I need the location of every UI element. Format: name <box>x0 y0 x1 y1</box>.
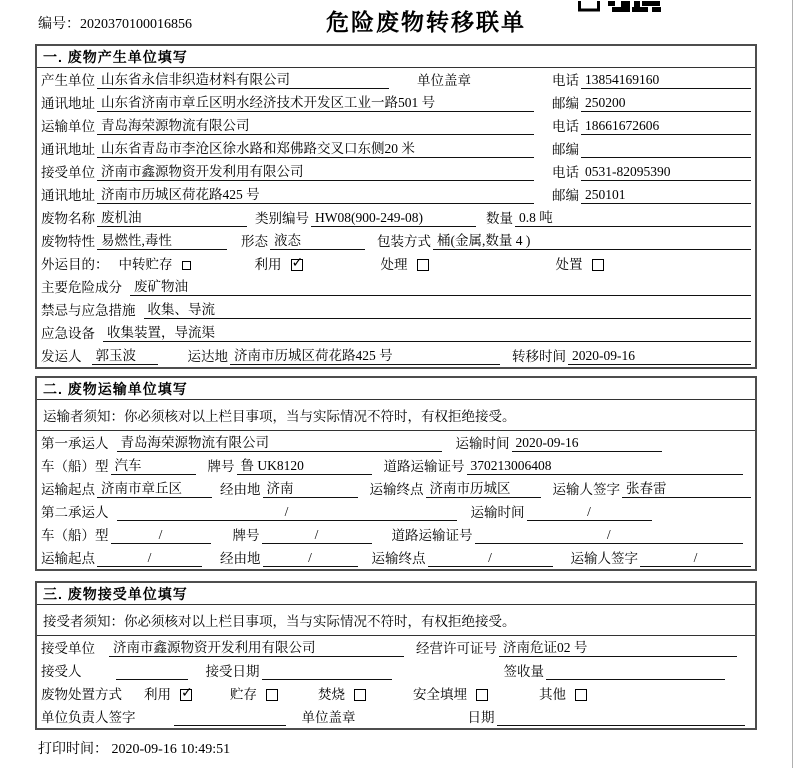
carrier1-label: 第一承运人 <box>41 436 109 451</box>
road-license1-field: 370213006408 <box>467 457 744 475</box>
checkbox-label: 焚烧 <box>318 687 345 702</box>
plate1-field: 鲁 UK8120 <box>237 457 372 475</box>
receive-unit-field: 济南市鑫源物资开发利用有限公司 <box>109 639 404 657</box>
addr1-field: 山东省济南市章丘区明水经济技术开发区工业一路501 号 <box>97 94 534 112</box>
terminal1-field: 济南市历城区 <box>426 480 541 498</box>
checkbox-icon <box>476 689 488 701</box>
vehicle1-label: 车（船）型 <box>41 459 109 474</box>
responsible-sign-label: 单位负责人签字 <box>41 710 136 725</box>
packing-label: 包装方式 <box>377 234 431 249</box>
zip1-label: 邮编 <box>552 96 579 111</box>
section-receiver <box>35 581 757 730</box>
qr-code-fragment-icon <box>578 0 662 11</box>
checkbox-icon <box>575 689 587 701</box>
unit-seal-label: 单位盖章 <box>417 73 471 88</box>
checkbox-label: 利用 <box>254 257 282 272</box>
disposal-option-landfill <box>411 683 488 703</box>
page-title: 危险废物转移联单 <box>326 9 526 35</box>
quantity-label: 数量 <box>486 211 513 226</box>
hazard-field: 废矿物油 <box>130 278 751 296</box>
hazard-label: 主要危险成分 <box>41 280 122 295</box>
row-emergency-equipment <box>37 321 755 344</box>
row-taboo-measures <box>37 298 755 321</box>
destination-label: 运达地 <box>187 349 228 364</box>
row-vehicle1 <box>37 454 755 477</box>
date2-label: 日期 <box>467 710 495 725</box>
time1-field: 2020-09-16 <box>512 434 662 452</box>
serial-value: 2020370100016856 <box>80 17 192 32</box>
purpose-option-treat <box>379 253 429 273</box>
row-transfer-purpose <box>37 252 755 275</box>
checkbox-icon <box>182 261 191 270</box>
character-field: 易燃性,毒性 <box>97 232 227 250</box>
origin1-field: 济南市章丘区 <box>97 480 212 498</box>
equipment-label: 应急设备 <box>41 326 95 341</box>
row-hazard-component <box>37 275 755 298</box>
transfer-time-label: 转移时间 <box>512 349 566 364</box>
receiver-label: 接受单位 <box>41 165 95 180</box>
receipt-qty-label: 签收量 <box>503 664 544 679</box>
category-label: 类别编号 <box>255 211 309 226</box>
checkbox-label: 中转贮存 <box>118 257 173 272</box>
checkbox-label: 处理 <box>380 257 408 272</box>
section3-title: 三. 废物接受单位填写 <box>37 583 755 605</box>
plate1-label: 牌号 <box>207 459 235 474</box>
disposal-option-storage <box>228 683 278 703</box>
responsible-sign-field <box>174 708 286 726</box>
unit-seal-label: 单位盖章 <box>301 710 356 725</box>
zip2-field <box>581 140 751 158</box>
equipment-field: 收集装置，导流渠 <box>103 324 751 342</box>
row-producer-address <box>37 91 755 114</box>
checkbox-label: 贮存 <box>230 687 257 702</box>
receive-date-field <box>262 662 392 680</box>
zip1-field: 250200 <box>581 94 751 112</box>
phone3-field: 0531-82095390 <box>581 163 751 181</box>
phone1-field: 13854169160 <box>581 71 751 89</box>
disposal-option-use <box>142 683 192 703</box>
receive-person-field <box>116 662 188 680</box>
disposal-option-other <box>537 683 587 703</box>
transporter-notice <box>37 400 755 431</box>
taboo-label: 禁忌与应急措施 <box>41 303 136 318</box>
vehicle2-field: / <box>111 526 211 544</box>
purpose-label: 外运目的： <box>41 257 109 272</box>
document-header <box>0 0 796 44</box>
time2-label: 运输时间 <box>470 505 525 520</box>
origin1-label: 运输起点 <box>41 482 95 497</box>
carrier2-field: / <box>117 503 457 521</box>
road-license2-field: / <box>475 526 744 544</box>
terminal2-label: 运输终点 <box>371 551 426 566</box>
row-producer <box>37 68 755 91</box>
character-label: 废物特性 <box>41 234 95 249</box>
form-field: 液态 <box>270 232 365 250</box>
time1-label: 运输时间 <box>455 436 510 451</box>
producer-label: 产生单位 <box>41 73 95 88</box>
row-transporter <box>37 114 755 137</box>
road-license1-label: 道路运输证号 <box>383 459 465 474</box>
addr3-field: 济南市历城区荷花路425 号 <box>97 186 534 204</box>
terminal2-field: / <box>428 549 553 567</box>
destination-field: 济南市历城区荷花路425 号 <box>230 347 500 365</box>
print-time-value: 2020-09-16 10:49:51 <box>111 742 231 757</box>
checkbox-label: 利用 <box>144 687 171 702</box>
row-receive-person <box>37 659 755 682</box>
receiver-notice <box>37 605 755 636</box>
waste-name-field: 废机油 <box>97 209 247 227</box>
addr1-label: 通讯地址 <box>41 96 95 111</box>
checkbox-icon <box>291 259 303 271</box>
checkbox-icon <box>180 689 192 701</box>
receiver-field: 济南市鑫源物资开发利用有限公司 <box>97 163 534 181</box>
sign1-label: 运输人签字 <box>552 482 620 497</box>
disposal-label: 废物处置方式 <box>41 687 122 702</box>
checkbox-label: 安全填埋 <box>413 687 467 702</box>
addr2-field: 山东省青岛市李沧区徐水路和郑佛路交叉口东侧20 米 <box>97 140 534 158</box>
receive-date-label: 接受日期 <box>205 664 260 679</box>
phone2-field: 18661672606 <box>581 117 751 135</box>
print-time <box>38 738 796 758</box>
row-vehicle2 <box>37 523 755 546</box>
notice-label: 运输者须知： <box>43 409 124 424</box>
zip3-label: 邮编 <box>552 188 579 203</box>
checkbox-icon <box>417 259 429 271</box>
via1-label: 经由地 <box>220 482 261 497</box>
row-receiver-address <box>37 183 755 206</box>
phone1-label: 电话 <box>552 73 579 88</box>
receipt-qty-field <box>546 662 725 680</box>
row-first-carrier <box>37 431 755 454</box>
transporter-label: 运输单位 <box>41 119 95 134</box>
row-responsible-sign <box>37 705 755 728</box>
plate2-field: / <box>262 526 372 544</box>
carrier2-label: 第二承运人 <box>41 505 109 520</box>
road-license2-label: 道路运输证号 <box>391 528 473 543</box>
row-receive-unit <box>37 636 755 659</box>
phone2-label: 电话 <box>552 119 579 134</box>
row-waste-character <box>37 229 755 252</box>
row-disposal-method <box>37 682 755 705</box>
checkbox-icon <box>592 259 604 271</box>
quantity-field: 0.8 吨 <box>515 209 751 227</box>
origin2-label: 运输起点 <box>41 551 95 566</box>
sign2-label: 运输人签字 <box>570 551 638 566</box>
zip2-label: 邮编 <box>552 142 579 157</box>
section1-title: 一. 废物产生单位填写 <box>37 46 755 68</box>
producer-field: 山东省永信非织造材料有限公司 <box>97 71 389 89</box>
vehicle2-label: 车（船）型 <box>41 528 109 543</box>
checkbox-icon <box>354 689 366 701</box>
row-route1 <box>37 477 755 500</box>
row-second-carrier <box>37 500 755 523</box>
section-transporter <box>35 376 757 571</box>
shipper-field: 郭玉波 <box>92 347 158 365</box>
date2-field <box>497 708 746 726</box>
phone3-label: 电话 <box>552 165 579 180</box>
row-receiver <box>37 160 755 183</box>
permit-label: 经营许可证号 <box>416 641 497 656</box>
purpose-option-dispose <box>554 253 604 273</box>
form-content <box>35 44 757 730</box>
row-shipper <box>37 344 755 367</box>
sign2-field: / <box>640 549 751 567</box>
disposal-option-incinerate <box>316 683 366 703</box>
checkbox-icon <box>266 689 278 701</box>
serial-number <box>38 13 192 33</box>
via1-field: 济南 <box>263 480 358 498</box>
row-waste-name <box>37 206 755 229</box>
receive-person-label: 接受人 <box>41 664 82 679</box>
addr2-label: 通讯地址 <box>41 142 95 157</box>
transfer-time-field: 2020-09-16 <box>568 347 751 365</box>
via2-field: / <box>263 549 358 567</box>
receive-unit-label: 接受单位 <box>41 641 95 656</box>
category-field: HW08(900-249-08) <box>311 209 476 227</box>
addr3-label: 通讯地址 <box>41 188 95 203</box>
packing-field: 桶(金属,数量 4 ) <box>433 232 751 250</box>
page-right-edge <box>792 0 793 768</box>
purpose-option-storage <box>117 253 191 273</box>
plate2-label: 牌号 <box>232 528 260 543</box>
notice-label: 接受者须知： <box>43 614 124 629</box>
time2-field: / <box>527 503 652 521</box>
taboo-field: 收集、导流 <box>144 301 752 319</box>
checkbox-label: 其他 <box>539 687 566 702</box>
shipper-label: 发运人 <box>41 349 82 364</box>
checkbox-label: 处置 <box>555 257 583 272</box>
carrier1-field: 青岛海荣源物流有限公司 <box>117 434 442 452</box>
zip3-field: 250101 <box>581 186 751 204</box>
permit-field: 济南危证02 号 <box>499 639 737 657</box>
form-label: 形态 <box>241 234 268 249</box>
section-producer <box>35 44 757 369</box>
row-route2 <box>37 546 755 569</box>
transporter-field: 青岛海荣源物流有限公司 <box>97 117 534 135</box>
purpose-option-use <box>253 253 303 273</box>
waste-name-label: 废物名称 <box>41 211 95 226</box>
notice-text: 你必须核对以上栏目事项，当与实际情况不符时，有权拒绝接受。 <box>124 614 516 629</box>
vehicle1-field: 汽车 <box>111 457 196 475</box>
notice-text: 你必须核对以上栏目事项，当与实际情况不符时，有权拒绝接受。 <box>124 409 516 424</box>
sign1-field: 张春雷 <box>622 480 751 498</box>
origin2-field: / <box>97 549 202 567</box>
serial-label: 编号： <box>38 17 80 32</box>
via2-label: 经由地 <box>220 551 261 566</box>
print-time-label: 打印时间： <box>38 742 108 757</box>
row-transporter-address <box>37 137 755 160</box>
terminal1-label: 运输终点 <box>369 482 424 497</box>
section2-title: 二. 废物运输单位填写 <box>37 378 755 400</box>
